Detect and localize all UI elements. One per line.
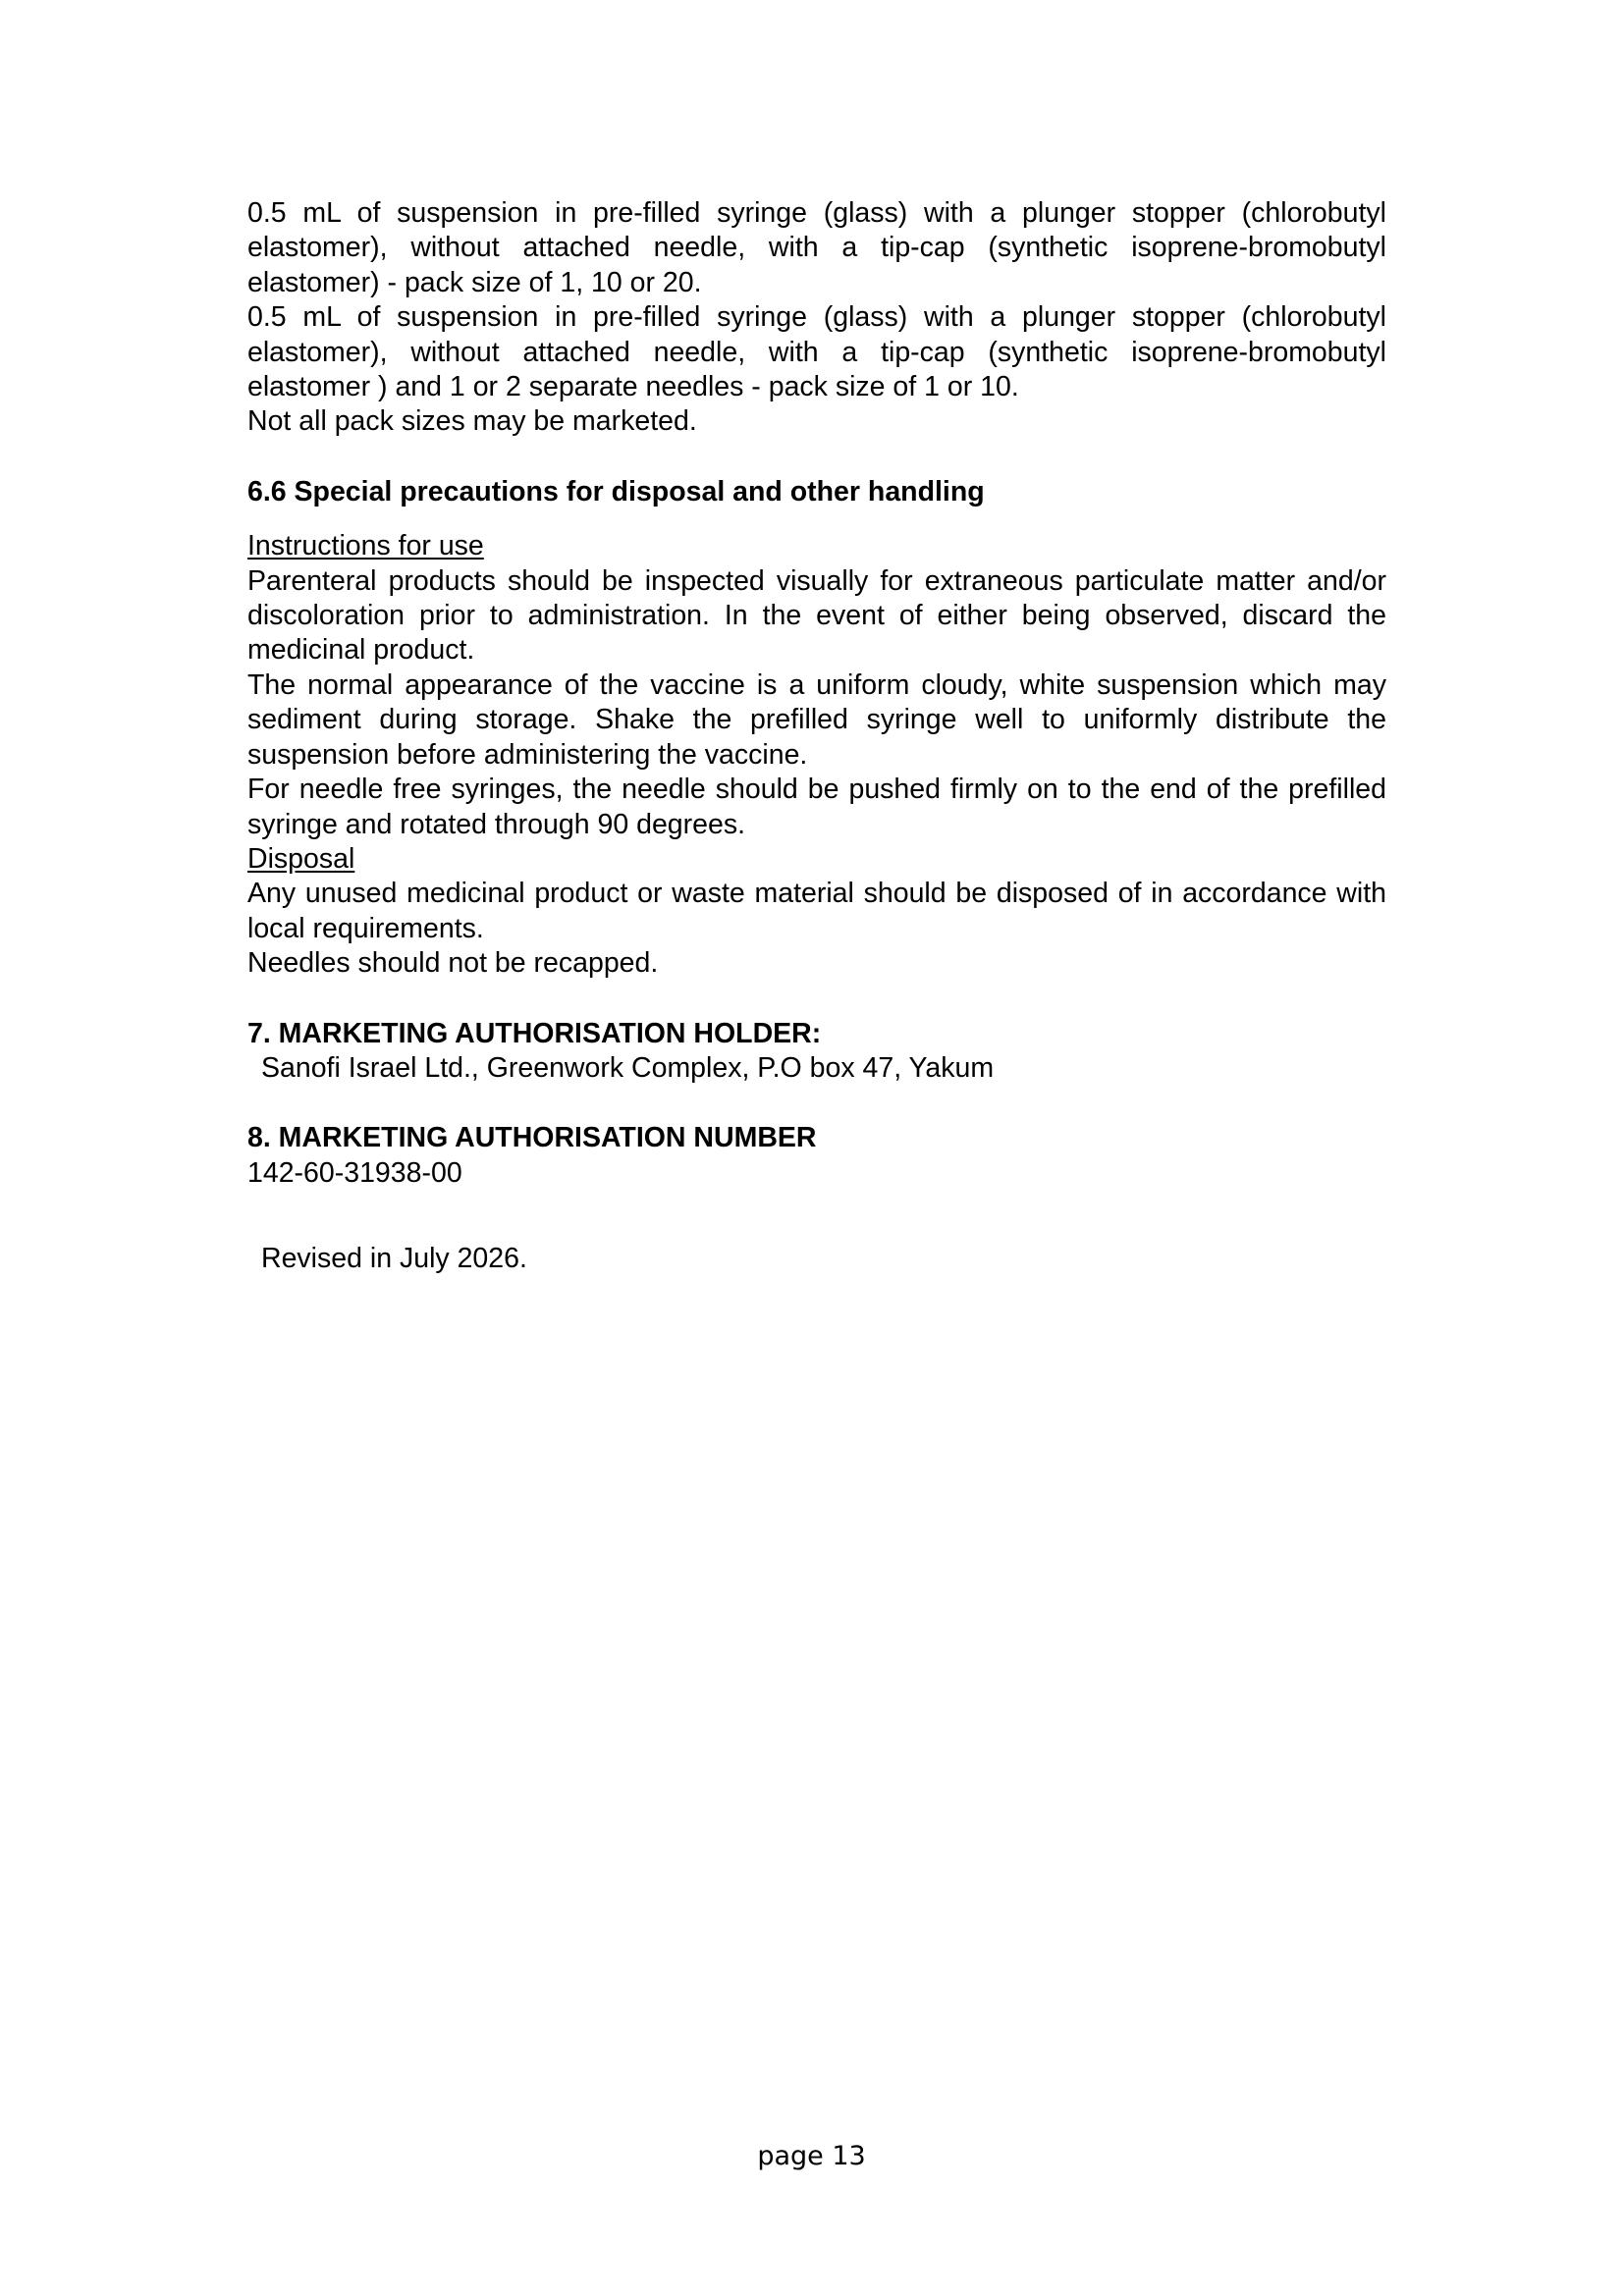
needle-paragraph: For needle free syringes, the needle should be pushed firmly on to the end of the prefilled syringe and rotated through 90 degrees. [247, 774, 1386, 840]
holder-address: Sanofi Israel Ltd., Greenwork Complex, P.O box 47, Yakum [261, 1051, 995, 1084]
disposal-subheading: Disposal [247, 842, 355, 875]
authorisation-number: 142-60-31938-00 [247, 1156, 462, 1189]
packaging-item-1: 0.5 mL of suspension in pre-filled syringe (glass) with a plunger stopper (chlorobutyl elastomer), without attached needle, with a tip-cap (synthetic isoprene-bromobutyl elastomer) - pack size of 1, 10 or 20. [247, 197, 1386, 298]
section-6-6-heading: 6.6 Special precautions for disposal and other handling [247, 475, 985, 507]
recap-paragraph: Needles should not be recapped. [247, 947, 659, 980]
revision-date: Revised in July 2026. [261, 1243, 527, 1275]
packaging-item-2: 0.5 mL of suspension in pre-filled syringe (glass) with a plunger stopper (chlorobutyl elastomer), without attached needle, with a tip-cap (synthetic isoprene-bromobutyl elastomer ) and 1 or 2 separate needles - pack size of 1 or 10. [247, 301, 1386, 403]
document-body [247, 196, 1386, 1277]
appearance-paragraph: The normal appearance of the vaccine is a uniform cloudy, white suspension which may sediment during storage. Shake the prefilled syringe well to uniformly distribute the suspension before administering the vaccine. [247, 668, 1386, 771]
packaging-note: Not all pack sizes may be marketed. [247, 405, 697, 438]
page-number: page 13 [757, 2141, 866, 2171]
instructions-subheading: Instructions for use [247, 530, 484, 562]
section-7-heading: 7. MARKETING AUTHORISATION HOLDER: [247, 1017, 822, 1049]
inspection-paragraph: Parenteral products should be inspected visually for extraneous particulate matter and/or discoloration prior to administration. In the event of either being observed, discard the medicinal product. [247, 564, 1386, 667]
section-8-heading: 8. MARKETING AUTHORISATION NUMBER [247, 1122, 817, 1154]
disposal-paragraph: Any unused medicinal product or waste material should be disposed of in accordance with local requirements. [247, 878, 1386, 944]
